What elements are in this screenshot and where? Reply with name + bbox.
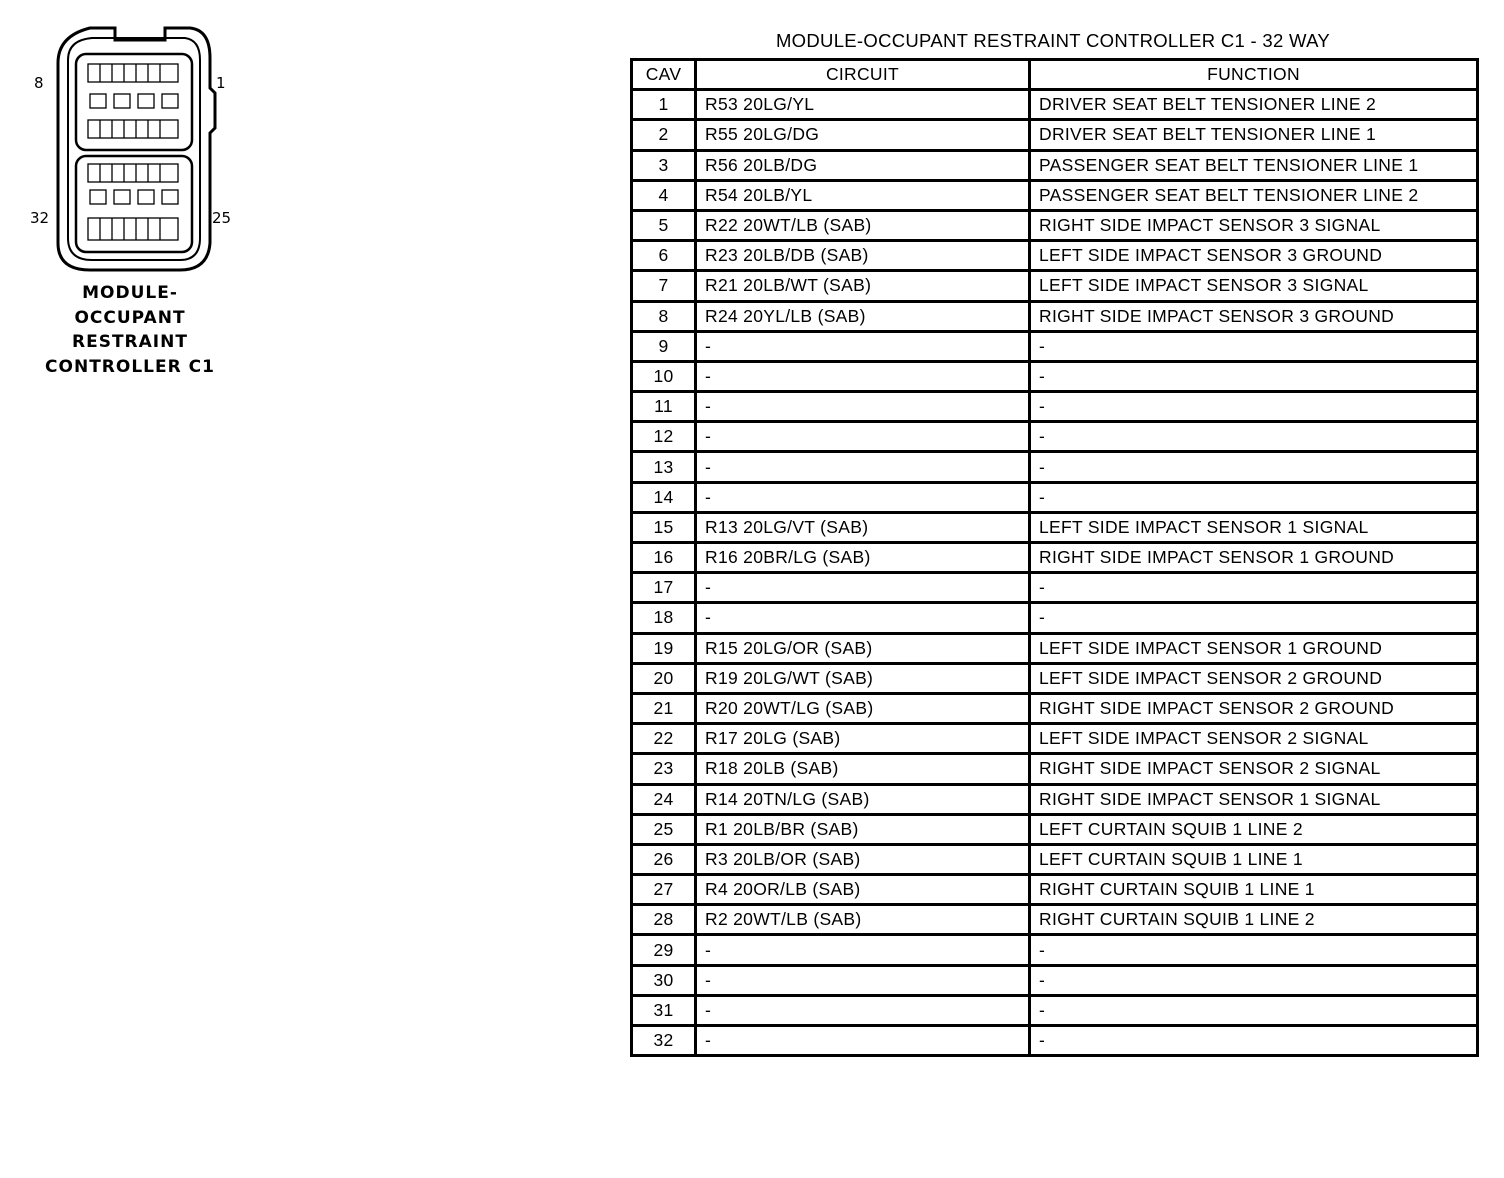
function-cell: LEFT SIDE IMPACT SENSOR 2 GROUND xyxy=(1030,663,1478,693)
cav-cell: 6 xyxy=(632,241,696,271)
pin-label-top-left: 8 xyxy=(34,74,44,92)
circuit-cell: - xyxy=(696,573,1030,603)
function-cell: LEFT SIDE IMPACT SENSOR 2 SIGNAL xyxy=(1030,724,1478,754)
cav-cell: 1 xyxy=(632,90,696,120)
circuit-cell: R15 20LG/OR (SAB) xyxy=(696,633,1030,663)
cav-cell: 10 xyxy=(632,361,696,391)
table-row xyxy=(632,512,1478,542)
circuit-cell: R20 20WT/LG (SAB) xyxy=(696,693,1030,723)
pinout-table-body xyxy=(632,90,1478,1056)
circuit-cell: R55 20LG/DG xyxy=(696,120,1030,150)
circuit-cell: R14 20TN/LG (SAB) xyxy=(696,784,1030,814)
cav-cell: 28 xyxy=(632,905,696,935)
table-row xyxy=(632,150,1478,180)
cav-cell: 4 xyxy=(632,180,696,210)
circuit-cell: R21 20LB/WT (SAB) xyxy=(696,271,1030,301)
table-row xyxy=(632,120,1478,150)
table-row xyxy=(632,935,1478,965)
table-row xyxy=(632,814,1478,844)
table-row xyxy=(632,210,1478,240)
table-row xyxy=(632,784,1478,814)
header-cav: CAV xyxy=(632,60,696,90)
module-label-line: CONTROLLER C1 xyxy=(45,356,215,377)
circuit-cell: R22 20WT/LB (SAB) xyxy=(696,210,1030,240)
table-row xyxy=(632,633,1478,663)
table-row xyxy=(632,422,1478,452)
cav-cell: 15 xyxy=(632,512,696,542)
cav-cell: 29 xyxy=(632,935,696,965)
table-row xyxy=(632,301,1478,331)
table-row xyxy=(632,1026,1478,1056)
table-row xyxy=(632,663,1478,693)
function-cell: RIGHT SIDE IMPACT SENSOR 2 GROUND xyxy=(1030,693,1478,723)
circuit-cell: R53 20LG/YL xyxy=(696,90,1030,120)
function-cell: RIGHT SIDE IMPACT SENSOR 1 GROUND xyxy=(1030,543,1478,573)
table-row xyxy=(632,724,1478,754)
cav-cell: 5 xyxy=(632,210,696,240)
circuit-cell: R18 20LB (SAB) xyxy=(696,754,1030,784)
cav-cell: 18 xyxy=(632,603,696,633)
cav-cell: 14 xyxy=(632,482,696,512)
circuit-cell: R3 20LB/OR (SAB) xyxy=(696,844,1030,874)
table-header-row xyxy=(632,60,1478,90)
cav-cell: 7 xyxy=(632,271,696,301)
cav-cell: 16 xyxy=(632,543,696,573)
table-row xyxy=(632,995,1478,1025)
function-cell: - xyxy=(1030,422,1478,452)
function-cell: - xyxy=(1030,361,1478,391)
circuit-cell: R23 20LB/DB (SAB) xyxy=(696,241,1030,271)
cav-cell: 8 xyxy=(632,301,696,331)
circuit-cell: - xyxy=(696,935,1030,965)
connector-diagram xyxy=(20,18,250,288)
cav-cell: 31 xyxy=(632,995,696,1025)
pin-label-top-right: 1 xyxy=(216,74,226,92)
table-row xyxy=(632,905,1478,935)
circuit-cell: R2 20WT/LB (SAB) xyxy=(696,905,1030,935)
function-cell: RIGHT CURTAIN SQUIB 1 LINE 1 xyxy=(1030,875,1478,905)
function-cell: RIGHT SIDE IMPACT SENSOR 1 SIGNAL xyxy=(1030,784,1478,814)
header-function: FUNCTION xyxy=(1030,60,1478,90)
function-cell: - xyxy=(1030,995,1478,1025)
cav-cell: 23 xyxy=(632,754,696,784)
function-cell: - xyxy=(1030,1026,1478,1056)
circuit-cell: - xyxy=(696,1026,1030,1056)
table-row xyxy=(632,603,1478,633)
function-cell: - xyxy=(1030,482,1478,512)
circuit-cell: R19 20LG/WT (SAB) xyxy=(696,663,1030,693)
cav-cell: 12 xyxy=(632,422,696,452)
circuit-cell: - xyxy=(696,482,1030,512)
table-row xyxy=(632,965,1478,995)
module-label xyxy=(40,281,220,379)
circuit-cell: R1 20LB/BR (SAB) xyxy=(696,814,1030,844)
cav-cell: 32 xyxy=(632,1026,696,1056)
module-label-line: RESTRAINT xyxy=(72,332,188,352)
function-cell: - xyxy=(1030,573,1478,603)
table-row xyxy=(632,361,1478,391)
circuit-cell: - xyxy=(696,422,1030,452)
function-cell: RIGHT SIDE IMPACT SENSOR 3 SIGNAL xyxy=(1030,210,1478,240)
function-cell: RIGHT SIDE IMPACT SENSOR 3 GROUND xyxy=(1030,301,1478,331)
function-cell: LEFT SIDE IMPACT SENSOR 1 SIGNAL xyxy=(1030,512,1478,542)
function-cell: RIGHT CURTAIN SQUIB 1 LINE 2 xyxy=(1030,905,1478,935)
header-circuit: CIRCUIT xyxy=(696,60,1030,90)
table-row xyxy=(632,271,1478,301)
circuit-cell: R17 20LG (SAB) xyxy=(696,724,1030,754)
pin-label-bottom-right: 25 xyxy=(212,209,232,227)
table-row xyxy=(632,180,1478,210)
cav-cell: 21 xyxy=(632,693,696,723)
function-cell: DRIVER SEAT BELT TENSIONER LINE 1 xyxy=(1030,120,1478,150)
function-cell: LEFT CURTAIN SQUIB 1 LINE 2 xyxy=(1030,814,1478,844)
circuit-cell: R4 20OR/LB (SAB) xyxy=(696,875,1030,905)
table-row xyxy=(632,754,1478,784)
cav-cell: 27 xyxy=(632,875,696,905)
table-row xyxy=(632,875,1478,905)
cav-cell: 2 xyxy=(632,120,696,150)
cav-cell: 17 xyxy=(632,573,696,603)
cav-cell: 19 xyxy=(632,633,696,663)
pinout-table xyxy=(630,58,1479,1057)
cav-cell: 20 xyxy=(632,663,696,693)
function-cell: RIGHT SIDE IMPACT SENSOR 2 SIGNAL xyxy=(1030,754,1478,784)
cav-cell: 9 xyxy=(632,331,696,361)
module-label-line: MODULE- xyxy=(82,283,178,303)
table-row xyxy=(632,331,1478,361)
table-row xyxy=(632,482,1478,512)
function-cell: DRIVER SEAT BELT TENSIONER LINE 2 xyxy=(1030,90,1478,120)
circuit-cell: R16 20BR/LG (SAB) xyxy=(696,543,1030,573)
function-cell: LEFT SIDE IMPACT SENSOR 1 GROUND xyxy=(1030,633,1478,663)
function-cell: - xyxy=(1030,965,1478,995)
cav-cell: 22 xyxy=(632,724,696,754)
pin-label-bottom-left: 32 xyxy=(30,209,50,227)
function-cell: - xyxy=(1030,331,1478,361)
table-title: MODULE-OCCUPANT RESTRAINT CONTROLLER C1 - 32 WAY xyxy=(775,30,1331,51)
cav-cell: 3 xyxy=(632,150,696,180)
cav-cell: 25 xyxy=(632,814,696,844)
module-label-line: OCCUPANT xyxy=(74,307,186,328)
circuit-cell: - xyxy=(696,331,1030,361)
function-cell: LEFT SIDE IMPACT SENSOR 3 SIGNAL xyxy=(1030,271,1478,301)
function-cell: LEFT SIDE IMPACT SENSOR 3 GROUND xyxy=(1030,241,1478,271)
cav-cell: 30 xyxy=(632,965,696,995)
circuit-cell: R13 20LG/VT (SAB) xyxy=(696,512,1030,542)
function-cell: - xyxy=(1030,452,1478,482)
connector-outline-icon xyxy=(20,18,250,288)
cav-cell: 13 xyxy=(632,452,696,482)
circuit-cell: R56 20LB/DG xyxy=(696,150,1030,180)
function-cell: PASSENGER SEAT BELT TENSIONER LINE 2 xyxy=(1030,180,1478,210)
circuit-cell: - xyxy=(696,965,1030,995)
cav-cell: 11 xyxy=(632,392,696,422)
table-row xyxy=(632,543,1478,573)
cav-cell: 26 xyxy=(632,844,696,874)
circuit-cell: - xyxy=(696,361,1030,391)
circuit-cell: - xyxy=(696,995,1030,1025)
table-row xyxy=(632,452,1478,482)
function-cell: PASSENGER SEAT BELT TENSIONER LINE 1 xyxy=(1030,150,1478,180)
table-row xyxy=(632,693,1478,723)
table-row xyxy=(632,844,1478,874)
circuit-cell: R24 20YL/LB (SAB) xyxy=(696,301,1030,331)
cav-cell: 24 xyxy=(632,784,696,814)
function-cell: - xyxy=(1030,603,1478,633)
circuit-cell: - xyxy=(696,452,1030,482)
table-row xyxy=(632,392,1478,422)
circuit-cell: - xyxy=(696,603,1030,633)
table-row xyxy=(632,90,1478,120)
function-cell: LEFT CURTAIN SQUIB 1 LINE 1 xyxy=(1030,844,1478,874)
table-row xyxy=(632,241,1478,271)
function-cell: - xyxy=(1030,935,1478,965)
circuit-cell: R54 20LB/YL xyxy=(696,180,1030,210)
circuit-cell: - xyxy=(696,392,1030,422)
function-cell: - xyxy=(1030,392,1478,422)
table-row xyxy=(632,573,1478,603)
